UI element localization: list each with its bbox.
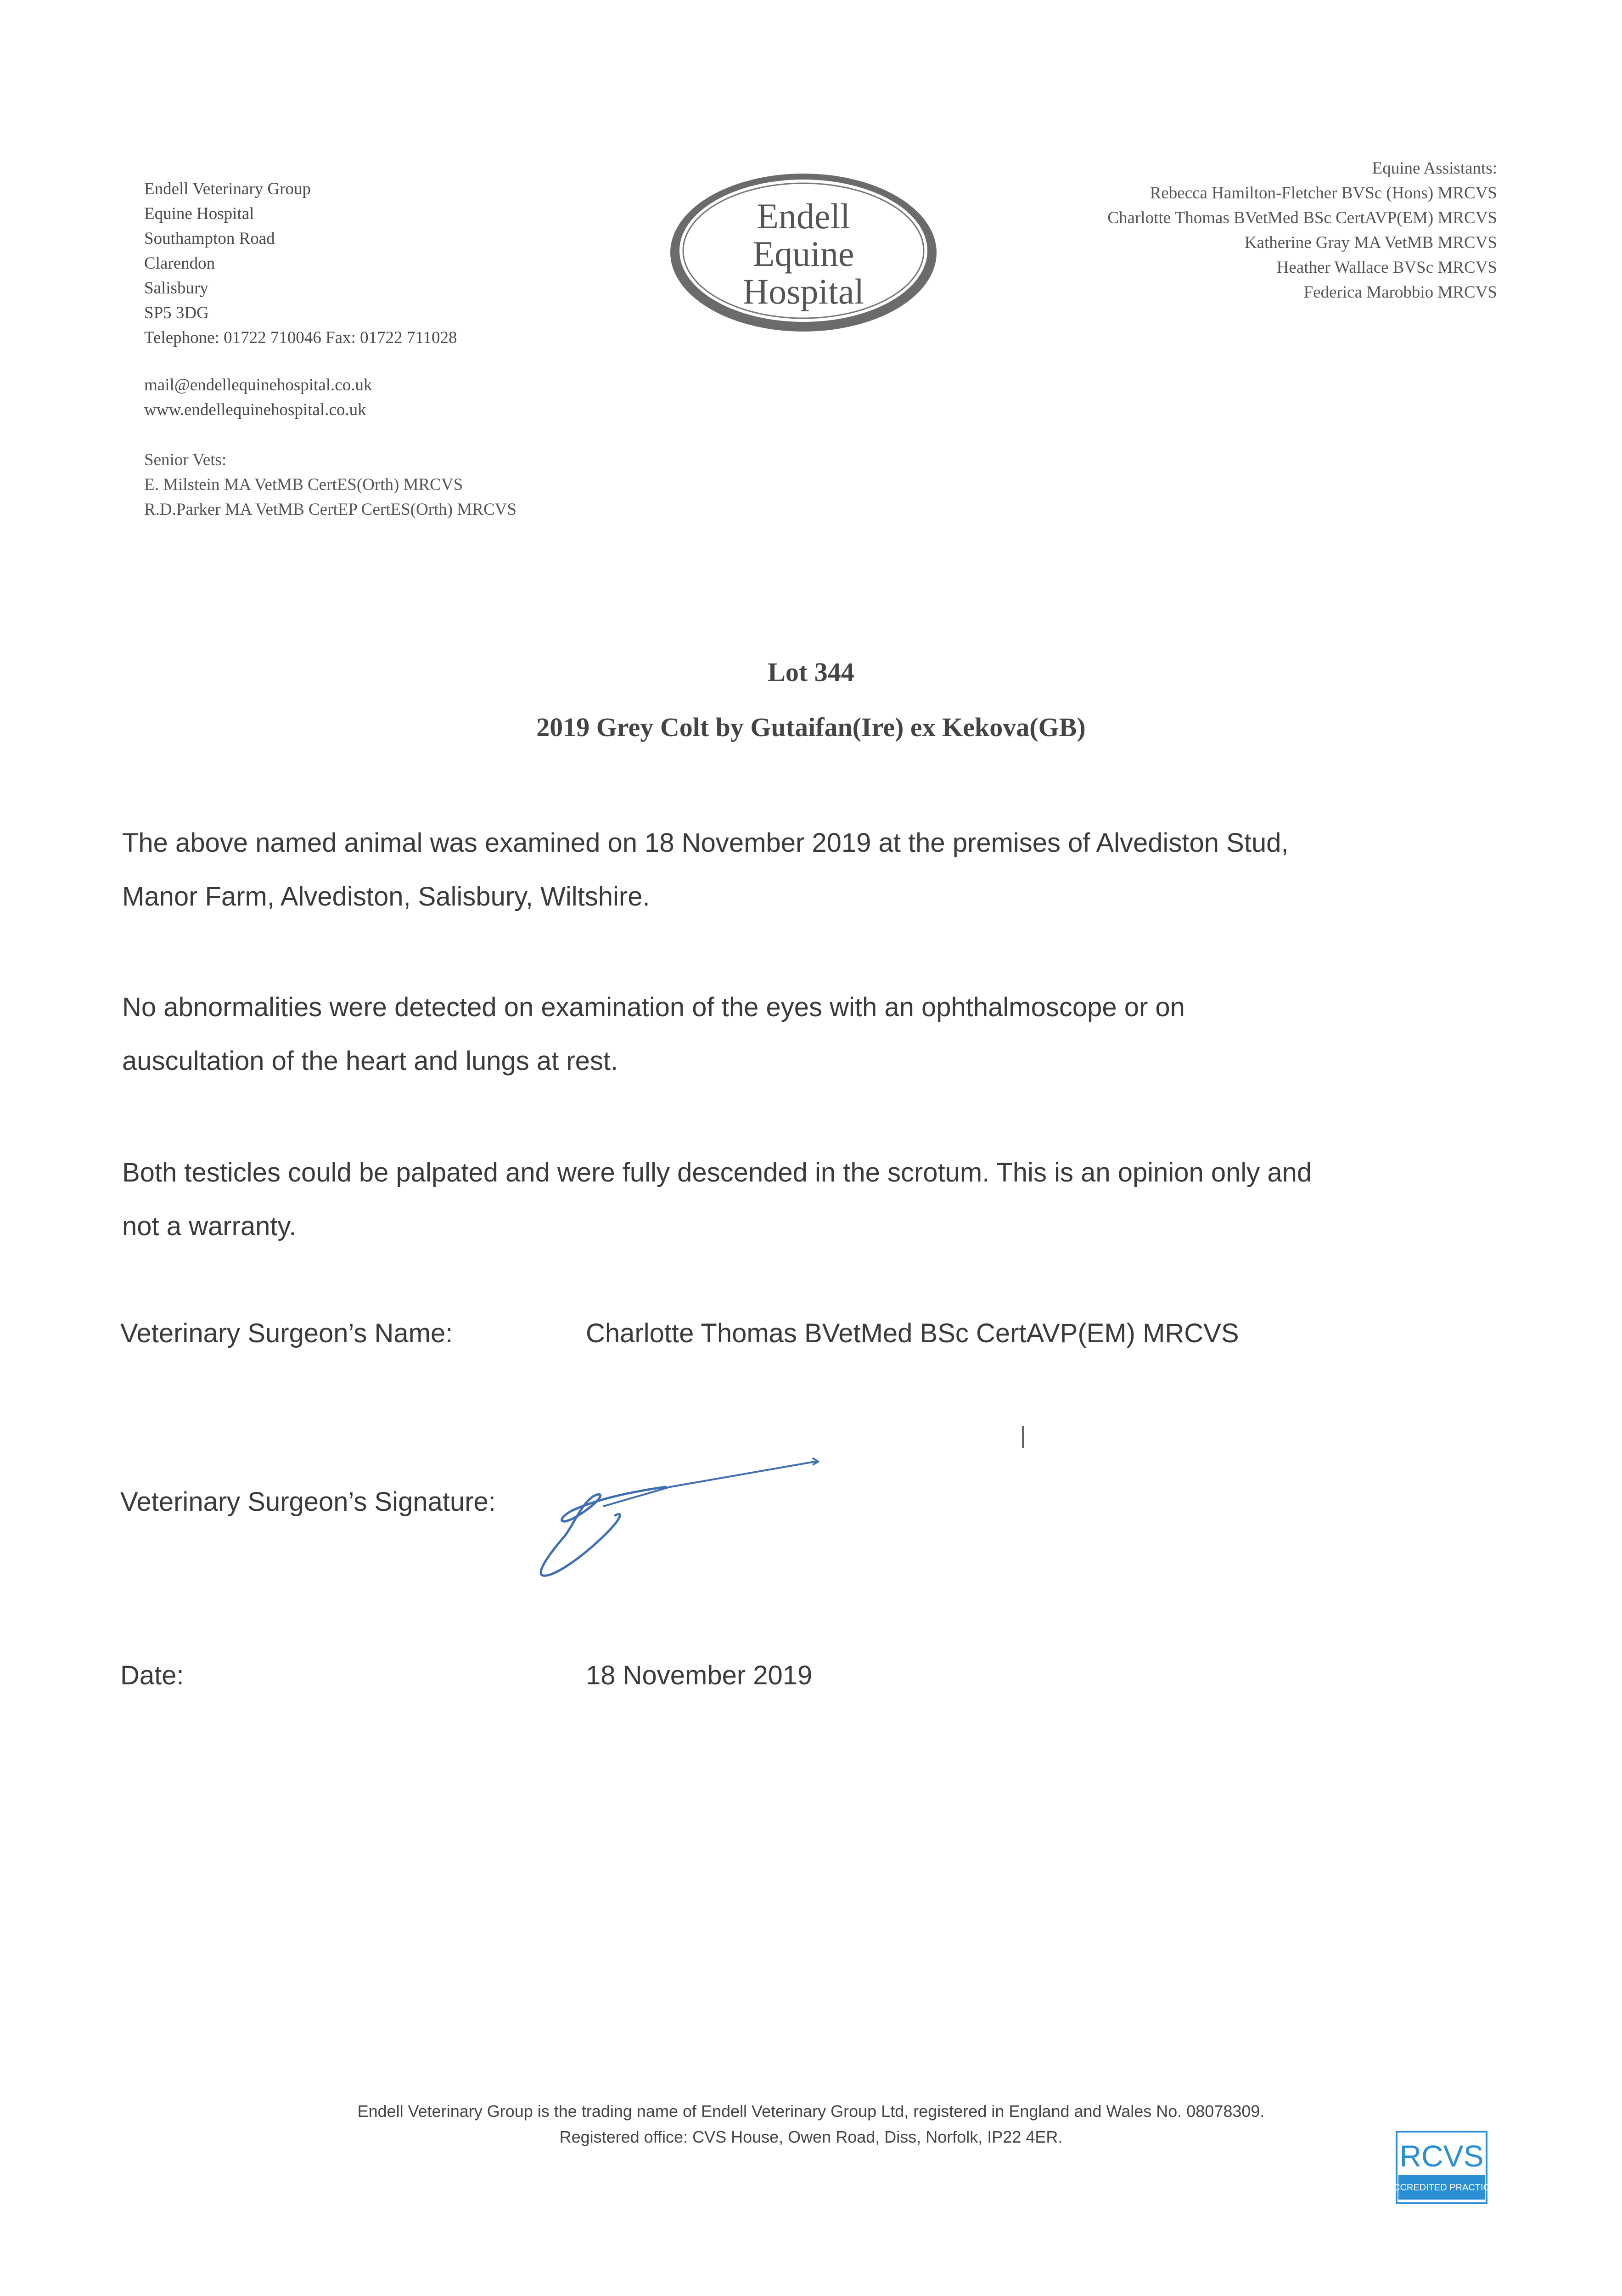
- surgeon-name-label: Veterinary Surgeon’s Name:: [120, 1318, 453, 1348]
- address-line: Equine Hospital: [144, 204, 254, 223]
- senior-vet-name: R.D.Parker MA VetMB CertEP CertES(Orth) MRCVS: [144, 500, 516, 519]
- examination-paragraph: [122, 816, 1499, 923]
- address-line: Salisbury: [144, 279, 208, 298]
- findings-paragraph: [122, 980, 1499, 1088]
- senior-vet-name: E. Milstein MA VetMB CertES(Orth) MRCVS: [144, 475, 463, 494]
- logo-text: [666, 197, 941, 310]
- logo-line: Equine: [752, 234, 854, 274]
- lot-title: Lot 344: [768, 657, 854, 687]
- signature-image: [528, 1446, 831, 1584]
- paragraph-line: Manor Farm, Alvediston, Salisbury, Wiltshire.: [122, 882, 650, 912]
- signature-label: Veterinary Surgeon’s Signature:: [120, 1487, 496, 1517]
- paragraph-line: not a warranty.: [122, 1211, 297, 1241]
- assistant-name: Charlotte Thomas BVetMed BSc CertAVP(EM) MRCVS: [1107, 208, 1497, 227]
- signature-stroke: [541, 1487, 666, 1576]
- testicles-paragraph: [122, 1146, 1499, 1253]
- website-link[interactable]: www.endellequinehospital.co.uk: [144, 400, 366, 419]
- logo-line: Hospital: [742, 271, 864, 311]
- horse-title: 2019 Grey Colt by Gutaifan(Ire) ex Kekova(GB): [536, 712, 1086, 742]
- address-block: [144, 177, 457, 350]
- senior-vets-block: [144, 448, 516, 522]
- assistant-name: Rebecca Hamilton-Fletcher BVSc (Hons) MRCVS: [1150, 184, 1497, 203]
- date-label: Date:: [120, 1660, 184, 1690]
- footer: [0, 2099, 1622, 2150]
- surgeon-name-value: Charlotte Thomas BVetMed BSc CertAVP(EM) MRCVS: [586, 1318, 1239, 1348]
- date-value: 18 November 2019: [586, 1660, 813, 1690]
- assistant-name: Federica Marobbio MRCVS: [1303, 283, 1497, 302]
- assistant-name: Katherine Gray MA VetMB MRCVS: [1244, 233, 1497, 252]
- assistants-title: Equine Assistants:: [1372, 159, 1497, 178]
- address-line: SP5 3DG: [144, 304, 209, 322]
- rcvs-badge: [1387, 2131, 1496, 2204]
- signature-stroke: [604, 1462, 815, 1506]
- logo-line: Endell: [757, 196, 850, 236]
- footer-line: Endell Veterinary Group is the trading name of Endell Veterinary Group Ltd, registered in England and Wales No. 08078309.: [357, 2102, 1265, 2121]
- address-line: Endell Veterinary Group: [144, 180, 311, 198]
- phone-fax-line: Telephone: 01722 710046 Fax: 01722 711028: [144, 328, 457, 347]
- footer-line: Registered office: CVS House, Owen Road, Diss, Norfolk, IP22 4ER.: [559, 2127, 1063, 2146]
- paragraph-line: No abnormalities were detected on examination of the eyes with an ophthalmoscope or on: [122, 992, 1185, 1022]
- assistants-block: [1107, 156, 1497, 305]
- scan-mark: [1022, 1426, 1024, 1448]
- address-line: Southampton Road: [144, 229, 275, 248]
- contact-block: [144, 373, 372, 422]
- email-link[interactable]: mail@endellequinehospital.co.uk: [144, 376, 372, 394]
- assistant-name: Heather Wallace BVSc MRCVS: [1276, 258, 1497, 277]
- paragraph-line: Both testicles could be palpated and were fully descended in the scrotum. This is an opinion only and: [122, 1158, 1312, 1187]
- badge-subtitle: ACCREDITED PRACTICE: [1387, 2183, 1496, 2193]
- badge-title: RCVS: [1399, 2139, 1484, 2173]
- senior-vets-title: Senior Vets:: [144, 450, 227, 469]
- paragraph-line: auscultation of the heart and lungs at rest.: [122, 1046, 618, 1076]
- address-line: Clarendon: [144, 254, 215, 273]
- paragraph-line: The above named animal was examined on 18 November 2019 at the premises of Alvediston Stud,: [122, 828, 1289, 858]
